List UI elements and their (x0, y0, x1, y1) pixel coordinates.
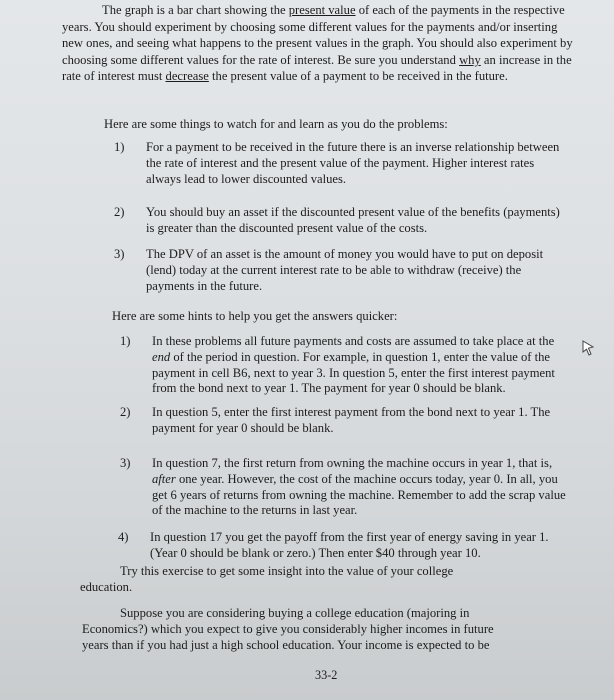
hints-item-4 (104, 530, 566, 562)
things-item-number: 2) (114, 205, 125, 219)
hints-item-text: In question 17 you get the payoff from the first year of energy saving in year 1. (Year 0 should be blank or zero.) Then enter $40 through year 10. (150, 530, 549, 560)
exercise-paragraph: Try this exercise to get some insight into the value of your college education. (80, 564, 454, 594)
things-heading: Here are some things to watch for and learn as you do the problems: (104, 117, 448, 131)
hints-item-text: In these problems all future payments and costs are assumed to take place at the end of the period in question. For example, in question 1, enter the value of the payment in cell B6, next to year 3. In question 5, enter the first interest payment from the bond next to year 1. The payment for year 0 should be blank. (152, 334, 555, 396)
page-number: 33-2 (315, 668, 338, 682)
things-item-3 (100, 247, 570, 294)
hints-item-3 (106, 456, 568, 519)
intro-text-2: of each of the payments in the respective years. You should experiment by choosing some different values for the payments and/or inserting new ones, and seeing what happens to the present values in the graph. You should also experiment by choosing some different values for the rate of interest. Be sure you understand (62, 3, 573, 67)
things-item-text: For a payment to be received in the future there is an inverse relationship between the rate of interest and the present value of the payment. Higher interest rates always lead to lower discounted values. (146, 140, 560, 186)
hints-item-number: 1) (120, 334, 131, 348)
hints-heading: Here are some hints to help you get the answers quicker: (112, 309, 398, 323)
intro-paragraph (62, 2, 574, 85)
mouse-cursor-icon (581, 340, 595, 356)
intro-text-3: an increase in the rate of interest must (62, 52, 572, 84)
hints-item-number: 3) (120, 456, 131, 470)
hints-item-text: In question 7, the first return from owning the machine occurs in year 1, that is, after one year. However, the cost of the machine occurs today, year 0. In all, you get 6 years of returns from owning the machine. Remember to add the scrap value of the machine to the returns in last year. (152, 456, 566, 518)
hints-item-1 (106, 334, 566, 397)
things-item-number: 1) (114, 140, 125, 154)
hints-item-2 (106, 405, 566, 437)
college-paragraph: Suppose you are considering buying a college education (majoring in Economics?) which you expect to give you considerably higher incomes in future years than if you had just a high school education. Your income is expected to be (82, 606, 494, 652)
intro-underline-why: why (459, 52, 481, 67)
things-item-number: 3) (114, 247, 125, 261)
intro-underline-present-value: present value (288, 3, 356, 17)
things-item-text: The DPV of an asset is the amount of money you would have to put on deposit (lend) today at the current interest rate to be able to withdraw (receive) the payments in the future. (146, 247, 544, 293)
things-item-2 (100, 205, 570, 237)
intro-text-4: the present value of a payment to be received in the future. (208, 69, 508, 84)
intro-underline-decrease: decrease (165, 69, 209, 84)
hints-item-number: 2) (120, 405, 131, 419)
intro-text-1: The graph is a bar chart showing the (102, 3, 289, 17)
things-item-1 (100, 140, 570, 187)
hints-item-number: 4) (118, 530, 129, 544)
hints-item-text: In question 5, enter the first interest payment from the bond next to year 1. The payment for year 0 should be blank. (152, 405, 551, 435)
things-item-text: You should buy an asset if the discounted present value of the benefits (payments) is greater than the discounted present value of the costs. (146, 205, 560, 235)
